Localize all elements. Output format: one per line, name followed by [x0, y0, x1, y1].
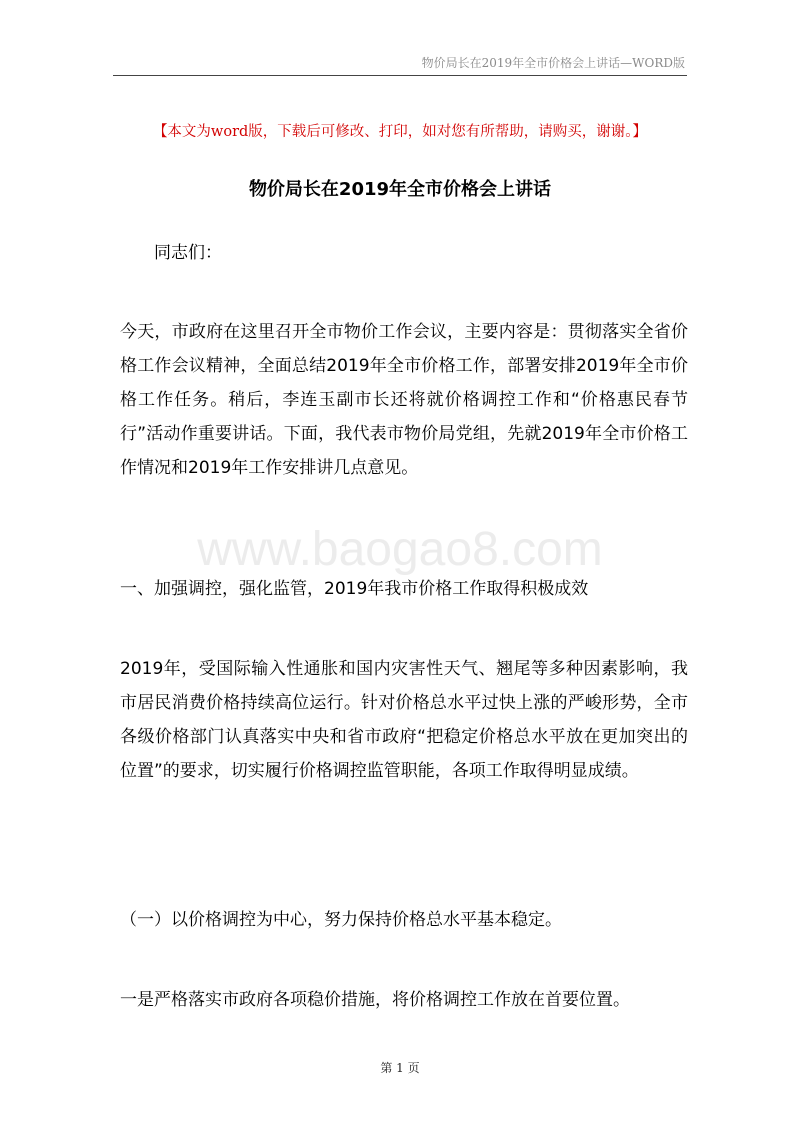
page-number: 第 1 页: [380, 1061, 420, 1075]
running-header: 物价局长在2019年全市价格会上讲话—WORD版: [421, 56, 685, 70]
watermark: www.baogao8.com: [197, 523, 603, 576]
salutation: 同志们：: [154, 243, 222, 263]
header-divider: [113, 75, 687, 76]
section-1-paragraph: 2019年，受国际输入性通胀和国内灾害性天气、翘尾等多种因素影响，我市居民消费价格持续高位运行。针对价格总水平过快上涨的严峻形势，全市各级价格部门认真落实中央和省市政府“把稳定价格总水平放在更加突出的位置”的要求，切实履行价格调控监管职能，各项工作取得明显成绩。: [120, 659, 688, 781]
intro-paragraph: 今天，市政府在这里召开全市物价工作会议，主要内容是：贯彻落实全省价格工作会议精神，全面总结2019年全市价格工作，部署安排2019年全市价格工作任务。稍后，李连玉副市长还将就价格调控工作和“价格惠民春节行”活动作重要讲话。下面，我代表市物价局党组，先就2019年全市价格工作情况和2019年工作安排讲几点意见。: [120, 322, 688, 478]
document-title: 物价局长在2019年全市价格会上讲话: [248, 179, 552, 200]
section-heading-1: 一、加强调控，强化监管，2019年我市价格工作取得积极成效: [120, 579, 589, 599]
point-1-paragraph: 一是严格落实市政府各项稳价措施，将价格调控工作放在首要位置。: [120, 990, 630, 1010]
subsection-heading-1: （一）以价格调控为中心，努力保持价格总水平基本稳定。: [120, 910, 562, 930]
purchase-notice: 【本文为word版，下载后可修改、打印，如对您有所帮助，请购买，谢谢。】: [152, 124, 648, 140]
